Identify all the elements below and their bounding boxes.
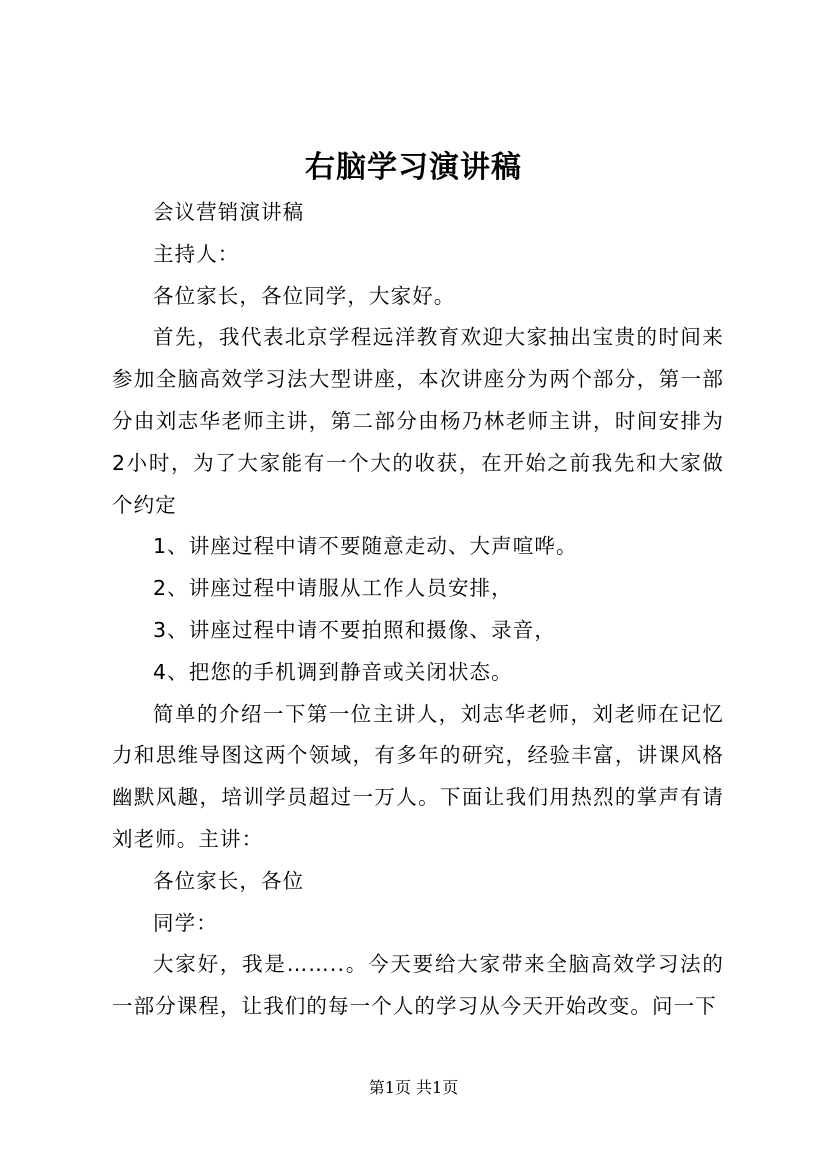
paragraph-greeting: 各位家长，各位同学，大家好。 (153, 283, 456, 308)
page-footer: 第1页 共1页 (368, 1078, 459, 1097)
paragraph-rule-3: 3、讲座过程中请不要拍照和摄像、录音， (153, 617, 556, 642)
paragraph-address-students: 同学： (153, 910, 218, 935)
paragraph-rule-4: 4、把您的手机调到静音或关闭状态。 (153, 659, 513, 684)
paragraph-host-label: 主持人： (153, 241, 240, 266)
paragraph-speaker-intro: 简单的介绍一下第一位主讲人，刘志华老师，刘老师在记忆力和思维导图这两个领域，有多年的研究，经验丰富，讲课风格幽默风趣，培训学员超过一万人。下面让我们用热烈的掌声有请刘老师。主讲： (112, 701, 724, 851)
paragraph-address-parents: 各位家长，各位 (153, 868, 305, 893)
paragraph-speech-start: 大家好，我是……..。今天要给大家带来全脑高效学习法的一部分课程，让我们的每一个人的学习从今天开始改变。问一下 (112, 952, 724, 1019)
paragraph-rule-2: 2、讲座过程中请服从工作人员安排， (153, 576, 513, 601)
paragraph-subtitle: 会议营销演讲稿 (153, 200, 305, 224)
paragraph-intro: 首先，我代表北京学程远洋教育欢迎大家抽出宝贵的时间来参加全脑高效学习法大型讲座，本次讲座分为两个部分，第一部分由刘志华老师主讲，第二部分由杨乃林老师主讲，时间安排为2小时，为了大家能有一个大的收获，在开始之前我先和大家做个约定 (112, 325, 724, 517)
paragraph-rule-1: 1、讲座过程中请不要随意走动、大声喧哗。 (153, 534, 578, 559)
document-title: 右脑学习演讲稿 (305, 150, 522, 185)
document-body (112, 192, 724, 1028)
